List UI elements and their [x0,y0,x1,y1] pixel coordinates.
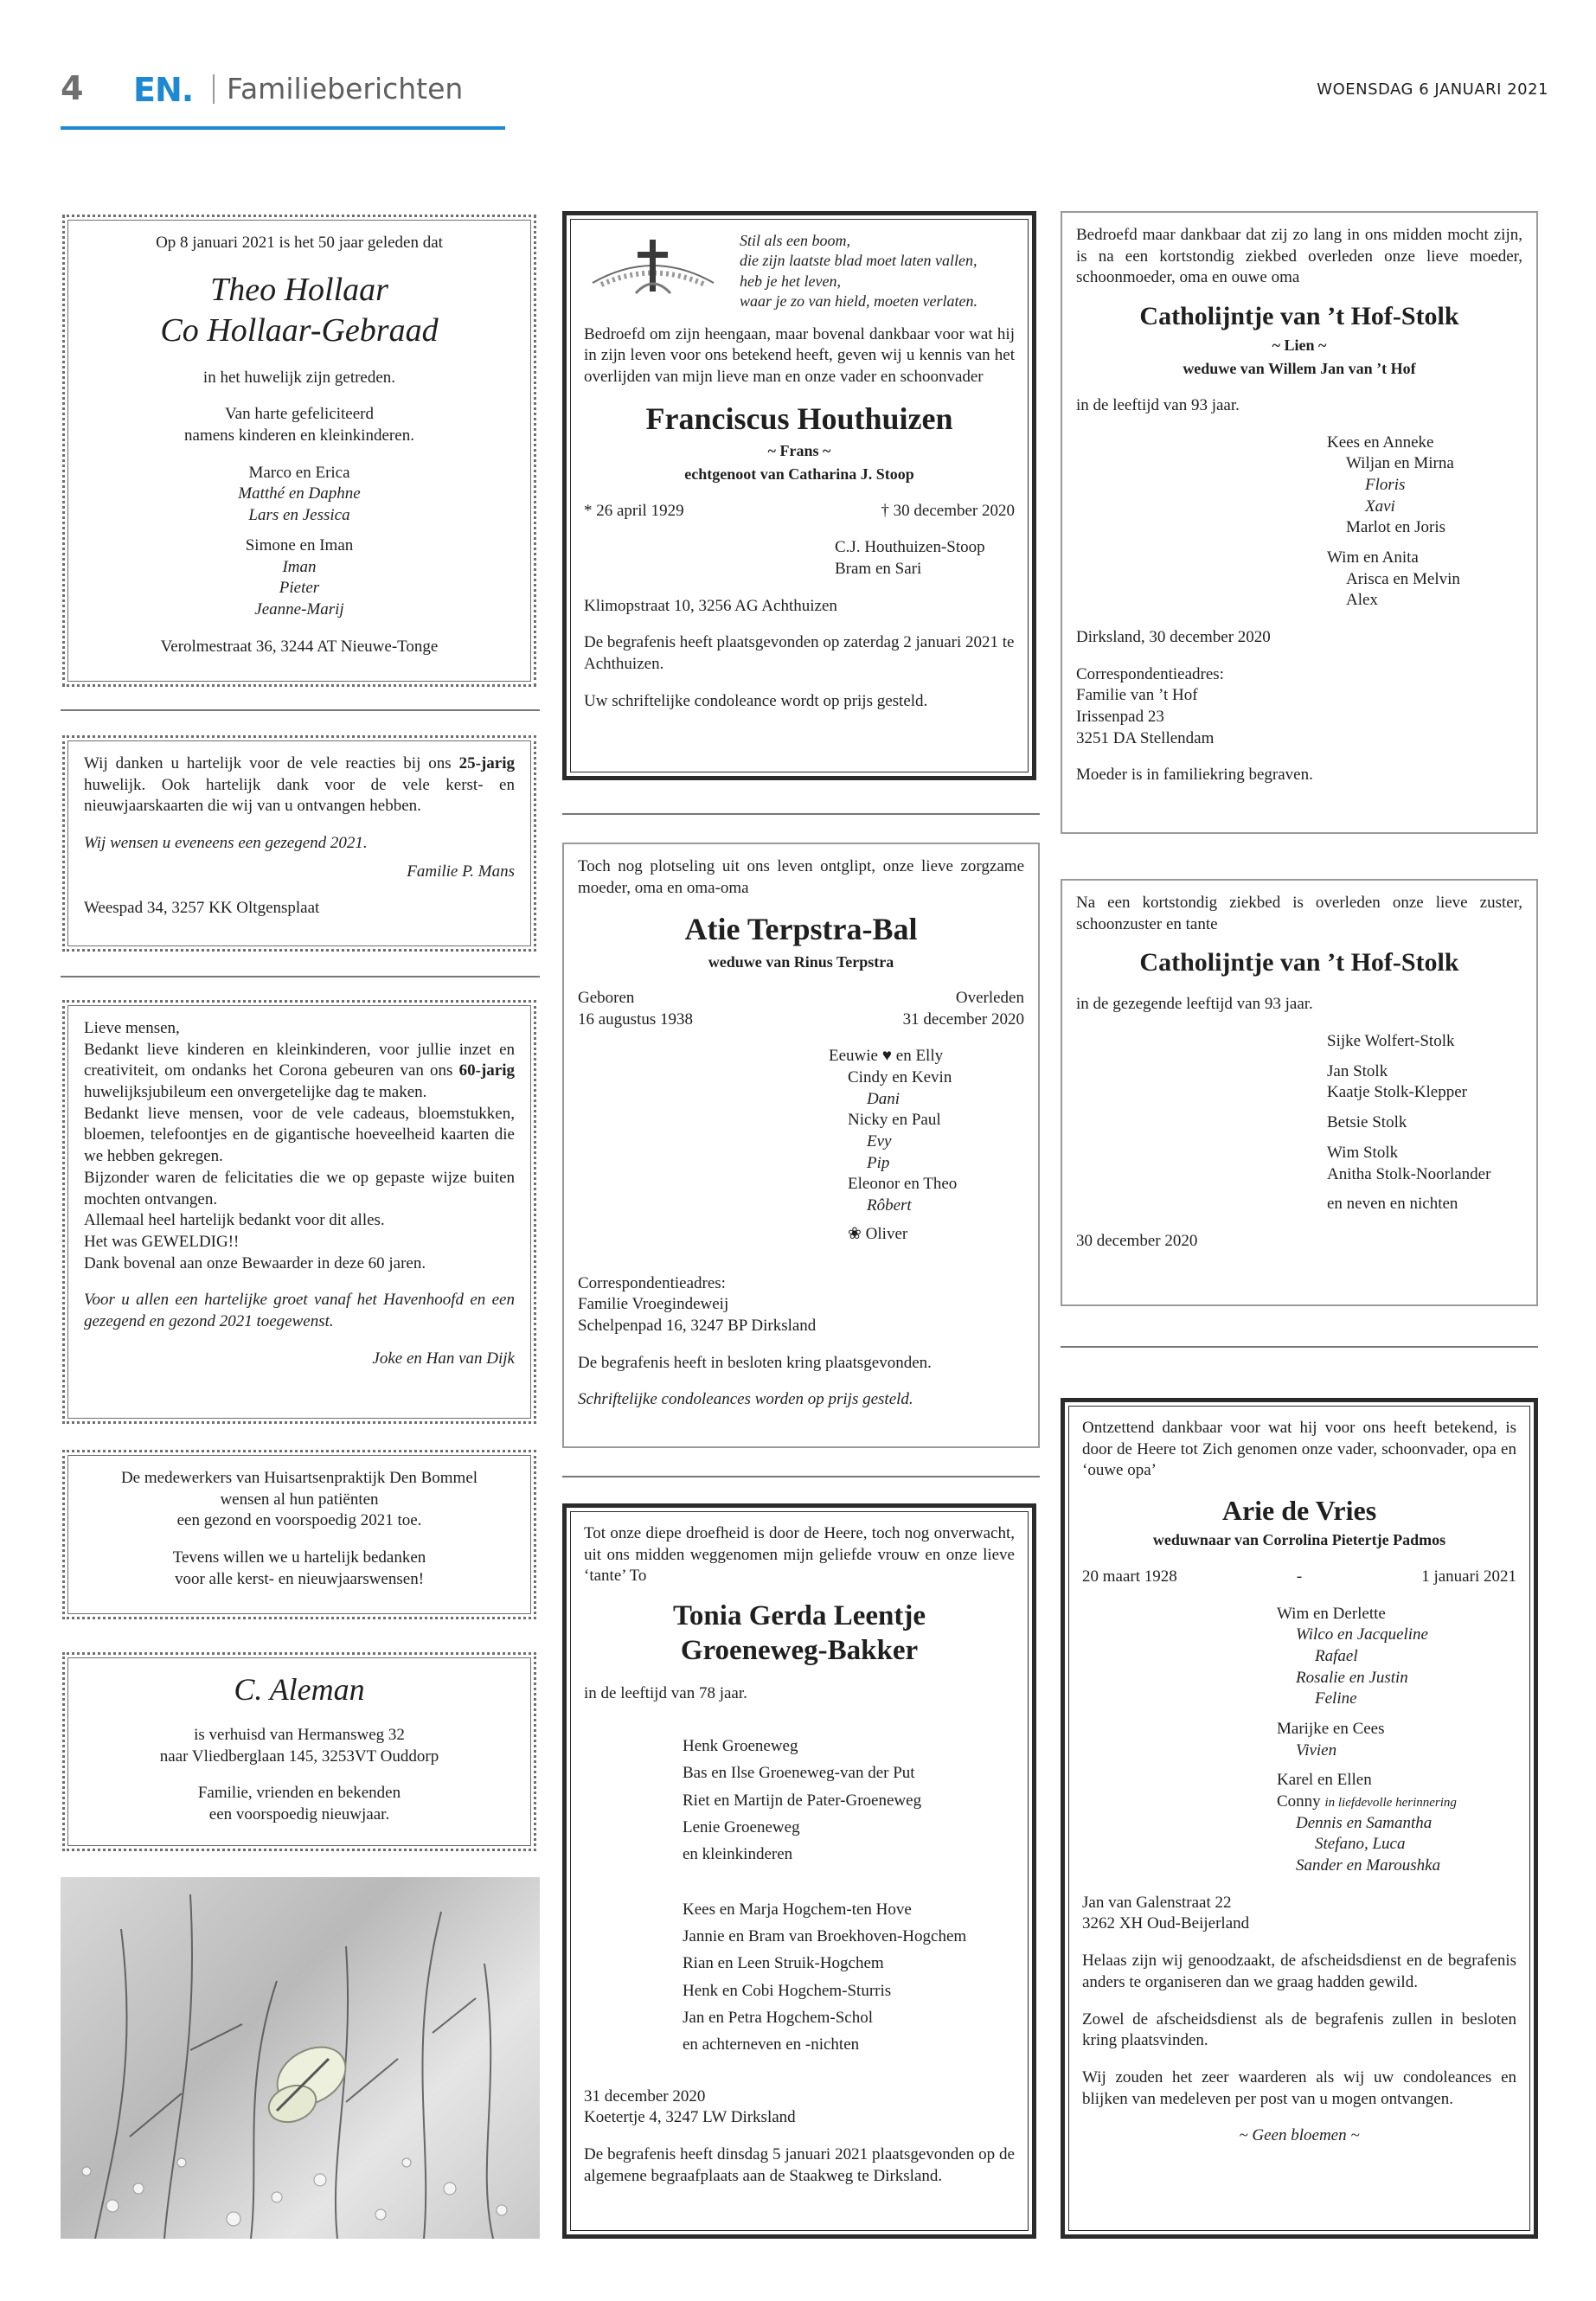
groeneweg-address: Koetertje 4, 3247 LW Dirksland [584,2108,796,2127]
newspaper-logo[interactable]: EN. [133,71,194,109]
devries-obituary [1061,1398,1538,2239]
groeneweg-intro: Tot onze diepe droefheid is door de Heere, toch nog onverwacht, uit ons midden weggenomen mijn geliefde vrouw en onze lieve ‘tante’ To [584,1524,1015,1586]
family-line: Simone en Iman [245,535,354,554]
corr-line: Schelpenpad 16, 3247 BP Dirksland [578,1316,817,1335]
family-line: Alex [1346,591,1378,610]
anniversary-name-1: Theo Hollaar [210,271,388,308]
groeneweg-age: in de leeftijd van 78 jaar. [584,1684,747,1703]
family-line: Wilco en Jacqueline [1296,1625,1428,1644]
page-number: 4 [61,69,84,107]
family-line: Dani [867,1089,900,1108]
family-line: Lenie Groeneweg [683,1817,800,1836]
anniversary-congrats-2: namens kinderen en kleinkinderen. [184,426,414,445]
bommel-line: voor alle kerst- en nieuwjaarswensen! [174,1569,425,1588]
hofstolk2-date: 30 december 2020 [1076,1231,1198,1250]
family-line: Jeanne-Marij [254,599,344,619]
hofstolk2-name: Catholijntje van ’t Hof-Stolk [1139,948,1459,977]
devries-p1: Helaas zijn wij genoodzaakt, de afscheidsdienst en de begrafenis anders te organiseren dan we graag hadden gewild. [1082,1952,1516,1991]
anniversary-congrats-1: Van harte gefeliciteerd [225,405,374,424]
aleman-name: C. Aleman [234,1672,365,1707]
family-line: Dennis en Samantha [1296,1813,1433,1832]
hofstolk-obituary-2 [1061,879,1538,1306]
corr-label: Correspondentieadres: [578,1273,726,1292]
butterfly-illustration [61,1877,540,2239]
groeneweg-obituary [562,1503,1036,2239]
family-line: Wim en Derlette [1277,1604,1386,1623]
devries-name: Arie de Vries [1221,1495,1377,1527]
vandijk-wish: Voor u allen een hartelijke groet vanaf het Havenhoofd en een gezegend en gezond 2021 toegewenst. [84,1291,515,1330]
family-line: Xavi [1365,497,1395,516]
address-line: 3262 XH Oud-Beijerland [1082,1914,1250,1933]
hofstolk1-nickname: ~ Lien ~ [1272,336,1327,355]
family-line: Vivien [1296,1740,1337,1759]
family-line: Sijke Wolfert-Stolk [1327,1032,1455,1051]
groeneweg-name-1: Tonia Gerda Leentje [672,1600,926,1632]
vandijk-p4: Allemaal heel hartelijk bedankt voor dit alles. [84,1211,385,1230]
corr-line: Familie Vroegindeweij [578,1295,729,1314]
family-line: Nicky en Paul [848,1111,941,1130]
family-line: Stefano, Luca [1315,1835,1406,1854]
mans-text: Wij danken u hartelijk voor de vele reacties bij ons 25-jarig huwelijk. Ook hartelijk dank voor de vele kerst- en nieuwjaarskaarten die wij van u ontvangen hebben. [84,754,515,816]
groeneweg-funeral: De begrafenis heeft dinsdag 5 januari 2021 plaatsgevonden op de algemene begraafplaats aan de Staakweg te Dirksland. [584,2145,1015,2185]
family-line: en neven en nichten [1327,1195,1458,1214]
devries-closing: ~ Geen bloemen ~ [1239,2126,1360,2145]
groeneweg-name-2: Groeneweg-Bakker [680,1634,919,1666]
family-line: Rosalie en Justin [1296,1668,1408,1687]
terpstra-spouse: weduwe van Rinus Terpstra [708,952,894,971]
family-line: Rafael [1315,1646,1358,1665]
thank-you-vandijk-ad [62,1000,536,1424]
date-separator: - [1296,1567,1303,1586]
paw-icon: ❀ [848,1224,862,1243]
corr-line: Familie van ’t Hof [1076,686,1198,705]
anniversary-married: in het huwelijk zijn getreden. [202,368,396,387]
hofstolk2-family [1327,1031,1522,1215]
vandijk-p5: Het was GEWELDIG!! [84,1232,240,1251]
family-line: Wim en Anita [1327,548,1419,567]
family-line: Kaatje Stolk-Klepper [1327,1083,1467,1102]
family-line: Lars en Jessica [248,506,350,525]
houthuizen-obituary [562,211,1036,780]
devries-family [1277,1604,1516,1877]
death-date: 31 december 2020 [902,1009,1024,1029]
mans-address: Weespad 34, 3257 KK Oltgensplaat [84,899,320,918]
hofstolk1-family [1327,433,1522,612]
family-line: Wiljan en Mirna [1346,454,1454,473]
family-line: Kees en Anneke [1327,433,1434,452]
family-line: Matthé en Daphne [238,484,361,503]
family-line: en kleinkinderen [683,1845,793,1864]
hofstolk1-name: Catholijntje van ’t Hof-Stolk [1139,302,1459,331]
family-line: Eleonor en Theo [848,1175,958,1194]
houthuizen-family [835,537,1015,580]
aleman-line: is verhuisd van Hermansweg 32 [194,1726,405,1744]
vandijk-signature: Joke en Han van Dijk [372,1349,515,1368]
page-header [61,67,1548,111]
houthuizen-spouse: echtgenoot van Catharina J. Stoop [684,465,914,484]
groeneweg-family-1 [683,1733,1015,1868]
bommel-line: Tevens willen we u hartelijk bedanken [172,1548,426,1567]
anniversary-intro: Op 8 januari 2021 is het 50 jaar geleden dat [156,234,443,252]
groeneweg-family-2 [683,1896,1015,2059]
corr-line: 3251 DA Stellendam [1076,728,1215,747]
mans-wish: Wij wensen u eveneens een gezegend 2021. [84,834,368,853]
section-title: Familieberichten [227,72,464,106]
houthuizen-address: Klimopstraat 10, 3256 AG Achthuizen [584,596,837,615]
family-line: Arisca en Melvin [1346,569,1460,588]
family-line: Marijke en Cees [1277,1719,1385,1738]
aleman-line: Familie, vrienden en bekenden [197,1784,401,1803]
hofstolk1-intro: Bedroefd maar dankbaar dat zij zo lang in ons midden mocht zijn, is na een kortstondig ziekbed overleden onze lieve moeder, schoonmoeder, oma en ouwe oma [1076,226,1522,287]
anniversary-address: Verolmestraat 36, 3244 AT Nieuwe-Tonge [160,637,439,656]
family-line: Cindy en Kevin [848,1068,952,1087]
family-line: Conny in liefdevolle herinnering [1277,1792,1457,1811]
thank-you-mans-ad [62,735,536,952]
family-line: Marco en Erica [248,463,350,482]
hofstolk1-spouse: weduwe van Willem Jan van ’t Hof [1183,360,1416,378]
family-line: Marlot en Joris [1346,518,1446,537]
birth-date: 20 maart 1928 [1082,1567,1177,1586]
family-line: Riet en Martijn de Pater-Groeneweg [683,1791,922,1810]
poem-line: heb je het leven, [740,272,841,290]
houthuizen-condolence: Uw schriftelijke condoleance wordt op prijs gesteld. [584,691,928,710]
hofstolk1-funeral: Moeder is in familiekring begraven. [1076,766,1313,785]
devries-p3: Wij zouden het zeer waarderen als wij uw condoleances en blijken van medeleven per post van u mogen ontvangen. [1082,2067,1516,2108]
family-line: Jan Stolk [1327,1061,1388,1080]
houthuizen-poem [740,231,977,312]
family-line: Feline [1315,1689,1357,1708]
devries-dates [1082,1567,1516,1588]
heart-icon: ♥ [881,1047,893,1066]
houthuizen-funeral: De begrafenis heeft plaatsgevonden op zaterdag 2 januari 2021 te Achthuizen. [584,633,1015,674]
birth-date: 16 augustus 1938 [578,1009,693,1029]
mans-signature: Familie P. Mans [407,862,515,881]
bommel-line: een gezond en voorspoedig 2021 toe. [176,1511,422,1530]
vandijk-p2: Bedankt lieve mensen, voor de vele cadeaus, bloemstukken, bloemen, telefoontjes en de gigantische hoeveelheid kaarten die we hebben gekregen. [84,1104,515,1166]
poem-line: waar je zo van hield, moeten verlaten. [740,292,977,311]
family-line: Pieter [279,579,320,598]
poem-line: Stil als een boom, [740,232,850,249]
terpstra-family [829,1046,1024,1245]
column-divider [61,709,540,711]
family-line: Henk en Cobi Hogchem-Sturris [683,1981,892,2000]
family-line: C.J. Houthuizen-Stoop [835,538,985,557]
family-line: ❀ Oliver [848,1224,908,1243]
poem-line: die zijn laatste blad moet laten vallen, [740,252,977,270]
aleman-moved-ad [62,1652,536,1851]
family-line: Eeuwie ♥ en Elly [829,1047,944,1066]
houthuizen-dates [584,501,1015,522]
family-line: Bram en Sari [835,559,922,578]
anniversary-ad [62,215,536,687]
family-line: Evy [867,1132,892,1151]
houthuizen-nickname: ~ Frans ~ [767,441,831,459]
column-divider [1061,1346,1538,1348]
corr-label: Correspondentieadres: [1076,664,1224,683]
terpstra-dates [578,988,1024,1030]
family-line: Karel en Ellen [1277,1771,1372,1790]
death-date: † 30 december 2020 [881,501,1015,520]
devries-intro: Ontzettend dankbaar voor wat hij voor ons heeft betekend, is door de Heere tot Zich genomen onze vader, schoonvader, opa en ‘ouwe opa’ [1082,1419,1516,1480]
houthuizen-intro: Bedroefd om zijn heengaan, maar bovenal dankbaar voor wat hij in zijn leven voor ons betekend heeft, geven wij u kennis van het overlijden van mijn lieve man en onze vader en schoonvader [584,324,1015,386]
family-line: Bas en Ilse Groeneweg-van der Put [683,1764,915,1783]
terpstra-obituary [562,843,1040,1448]
family-line: Jan en Petra Hogchem-Schol [683,2009,874,2028]
butterfly-photo [61,1877,540,2239]
aleman-line: naar Vliedberglaan 145, 3253VT Ouddorp [159,1747,439,1766]
terpstra-funeral: De begrafenis heeft in besloten kring plaatsgevonden. [578,1353,932,1372]
family-line: Betsie Stolk [1327,1113,1407,1132]
family-line: Floris [1365,475,1406,494]
address-line: Jan van Galenstraat 22 [1082,1893,1232,1912]
family-line: Iman [282,557,317,576]
header-separator [213,74,215,104]
hofstolk2-age: in de gezegende leeftijd van 93 jaar. [1076,995,1313,1014]
anniversary-name-2: Co Hollaar-Gebraad [160,312,439,349]
family-line: Pip [867,1153,890,1172]
column-divider [61,976,540,977]
header-rule [61,126,505,130]
devries-spouse: weduwnaar van Corrolina Pietertje Padmos [1152,1531,1446,1549]
family-line: Anitha Stolk-Noorlander [1327,1164,1491,1183]
hofstolk2-intro: Na een kortstondig ziekbed is overleden onze lieve zuster, schoonzuster en tante [1076,894,1522,933]
houthuizen-name: Franciscus Houthuizen [645,401,953,436]
vandijk-p1: Bedankt lieve kinderen en kleinkinderen, voor jullie inzet en creativiteit, om ondanks het Corona gebeuren van ons 60-jarig huwelijksjubileum een onvergetelijke dag te maken. [84,1040,515,1102]
family-line: Rôbert [867,1196,912,1215]
terpstra-intro: Toch nog plotseling uit ons leven ontglipt, onze lieve zorgzame moeder, oma en oma-oma [578,857,1024,897]
vandijk-greeting: Lieve mensen, [84,1019,180,1037]
vandijk-p6: Dank bovenal aan onze Bewaarder in deze 60 jaren. [84,1253,426,1272]
family-line: Wim Stolk [1327,1143,1399,1162]
bommel-line: De medewerkers van Huisartsenpraktijk Den Bommel [120,1469,478,1487]
family-line: Jannie en Bram van Broekhoven-Hogchem [683,1927,967,1945]
column-divider [562,1476,1040,1477]
terpstra-name: Atie Terpstra-Bal [684,912,918,947]
aleman-line: een voorspoedig nieuwjaar. [208,1805,390,1824]
terpstra-condolence: Schriftelijke condoleances worden op prijs gesteld. [578,1390,913,1409]
hofstolk1-place-date: Dirksland, 30 december 2020 [1076,628,1271,647]
column-divider [562,813,1040,815]
bommel-line: wensen al hun patiënten [220,1490,379,1509]
family-line: Rian en Leen Struik-Hogchem [683,1954,884,1973]
corr-line: Irissenpad 23 [1076,708,1164,727]
hofstolk-obituary-1 [1061,211,1538,834]
cross-wreath-icon [584,231,722,309]
devries-p2: Zowel de afscheidsdienst als de begrafenis zullen in besloten kring plaatsvinden. [1082,2009,1516,2050]
died-label: Overleden [955,988,1024,1007]
issue-date: WOENSDAG 6 JANUARI 2021 [1317,80,1548,99]
vandijk-p3: Bijzonder waren de felicitaties die we op gepaste wijze buiten mochten ontvangen. [84,1168,515,1208]
hofstolk1-age: in de leeftijd van 93 jaar. [1076,395,1240,414]
family-line: Henk Groeneweg [683,1736,798,1755]
family-line: Kees en Marja Hogchem-ten Hove [683,1900,912,1919]
family-line: Sander en Maroushka [1296,1856,1441,1875]
houthuizen-header [584,231,1015,312]
birth-date: * 26 april 1929 [584,501,684,520]
death-date: 1 januari 2021 [1421,1567,1516,1586]
groeneweg-date: 31 december 2020 [584,2086,706,2106]
bommel-practice-ad [62,1450,536,1619]
family-line: en achterneven en -nichten [683,2035,860,2054]
born-label: Geboren [578,988,635,1007]
